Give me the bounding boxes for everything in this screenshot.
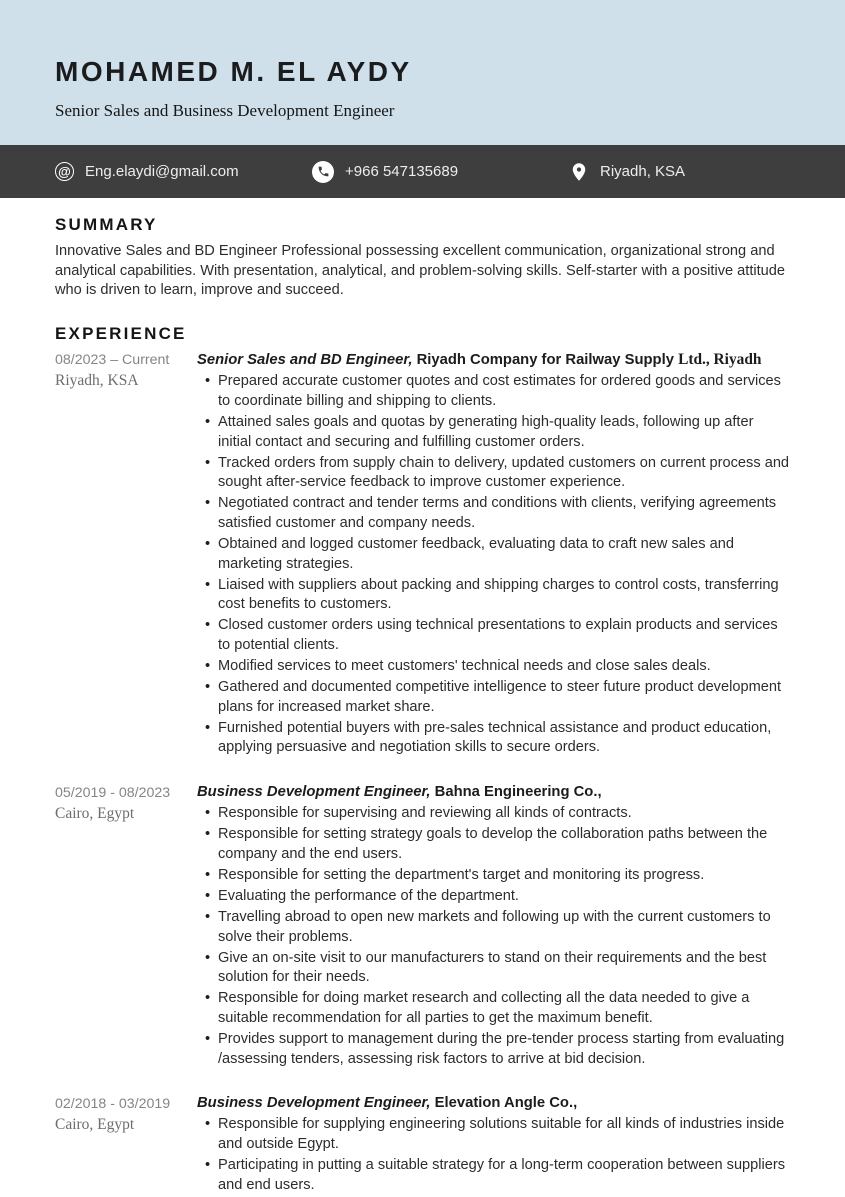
entry-role: Business Development Engineer, xyxy=(197,1094,431,1111)
bullet-item: • Participating in putting a suitable strategy for a long-term cooperation between suppliers and end users. xyxy=(218,1156,790,1195)
experience-entry xyxy=(55,783,790,1071)
entry-location: Riyadh, KSA xyxy=(55,371,139,389)
entry-dates: 05/2019 - 08/2023 xyxy=(55,784,171,801)
bullet-item: • Responsible for setting the department's target and monitoring its progress. xyxy=(218,866,790,886)
entry-bullet-list xyxy=(197,804,790,1069)
bullet-item: • Negotiated contract and tender terms and conditions with clients, verifying agreements satisfied customer and company needs. xyxy=(218,494,790,533)
entry-body xyxy=(197,350,790,760)
entry-title-line xyxy=(197,350,790,371)
bullet-item: • Attained sales goals and quotas by generating high-quality leads, following up after initial contact and securing and fulfilling customer orders. xyxy=(218,413,790,452)
experience-section xyxy=(55,324,790,1197)
summary-heading: SUMMARY xyxy=(55,215,158,234)
entry-meta xyxy=(55,350,197,760)
bullet-item: • Travelling abroad to open new markets and following up with the current customers to solve their problems. xyxy=(218,908,790,947)
entry-meta xyxy=(55,1094,197,1197)
phone-icon xyxy=(312,161,334,183)
bullet-item: • Provides support to management during the pre-tender process starting from evaluating /assessing tenders, assessing risk factors to arrive at bid decision. xyxy=(218,1030,790,1069)
person-job-title: Senior Sales and Business Development Engineer xyxy=(55,101,395,121)
summary-section xyxy=(55,215,790,301)
entry-location: Cairo, Egypt xyxy=(55,804,135,822)
contact-bar xyxy=(0,145,845,198)
bullet-item: • Liaised with suppliers about packing and shipping charges to control costs, transferring cost benefits to customers. xyxy=(218,576,790,615)
experience-heading: EXPERIENCE xyxy=(55,323,187,343)
experience-entry xyxy=(55,1094,790,1197)
resume-header xyxy=(0,0,845,145)
entry-bullet-list xyxy=(197,1115,790,1195)
contact-email xyxy=(55,162,312,181)
bullet-item: • Evaluating the performance of the department. xyxy=(218,887,790,907)
bullet-item: • Prepared accurate customer quotes and cost estimates for ordered goods and services to coordinate billing and shipping to clients. xyxy=(218,372,790,411)
bullet-item: • Closed customer orders using technical presentations to explain products and services to potential clients. xyxy=(218,616,790,655)
email-text: Eng.elaydi@gmail.com xyxy=(85,163,239,180)
bullet-item: • Furnished potential buyers with pre-sales technical assistance and product education, applying persuasive and negotiation skills to secure orders. xyxy=(218,719,790,758)
summary-text: Innovative Sales and BD Engineer Professional possessing excellent communication, organizational strong and analytical capabilities. With presentation, analytical, and problem-solving skills. Self-starter with a positive attitude who is driven to learn, improve and succeed. xyxy=(55,243,786,299)
entry-body xyxy=(197,783,790,1071)
bullet-item: • Responsible for setting strategy goals to develop the collaboration paths between the company and the end users. xyxy=(218,825,790,864)
bullet-item: • Responsible for supervising and reviewing all kinds of contracts. xyxy=(218,804,790,824)
bullet-item: • Tracked orders from supply chain to delivery, updated customers on current process and sought after-service feedback to improve customer experience. xyxy=(218,454,790,493)
location-text: Riyadh, KSA xyxy=(600,163,686,180)
entry-location: Cairo, Egypt xyxy=(55,1115,135,1133)
entry-company: Riyadh Company for Railway Supply xyxy=(416,351,674,368)
entry-dates: 02/2018 - 03/2019 xyxy=(55,1095,171,1112)
experience-entry xyxy=(55,350,790,760)
bullet-item: • Gathered and documented competitive intelligence to steer future product development plans for increased market share. xyxy=(218,678,790,717)
entry-title-line xyxy=(197,783,790,803)
entry-company: Bahna Engineering Co., xyxy=(434,783,602,800)
contact-phone xyxy=(312,161,569,183)
bullet-item: • Modified services to meet customers' technical needs and close sales deals. xyxy=(218,657,790,677)
at-icon: @ xyxy=(55,162,74,181)
entry-role: Senior Sales and BD Engineer, xyxy=(197,351,413,368)
entry-dates: 08/2023 – Current xyxy=(55,351,170,368)
bullet-item: • Obtained and logged customer feedback, evaluating data to craft new sales and marketing strategies. xyxy=(218,535,790,574)
entry-role: Business Development Engineer, xyxy=(197,783,431,800)
bullet-item: • Responsible for doing market research and collecting all the data needed to give a suitable recommendation for all parties to get the maximum benefit. xyxy=(218,989,790,1028)
entry-title-line xyxy=(197,1094,790,1114)
entry-company-suffix: Ltd., Riyadh xyxy=(678,350,762,368)
bullet-item: • Responsible for supplying engineering solutions suitable for all kinds of industries inside and outside Egypt. xyxy=(218,1115,790,1154)
contact-location xyxy=(569,161,685,183)
bullet-item: • Give an on-site visit to our manufacturers to stand on their requirements and the best solution for their needs. xyxy=(218,949,790,988)
map-pin-icon xyxy=(569,161,589,183)
entry-company: Elevation Angle Co., xyxy=(434,1094,578,1111)
phone-text: +966 547135689 xyxy=(345,163,459,180)
entry-bullet-list xyxy=(197,372,790,758)
person-name: MOHAMED M. EL AYDY xyxy=(55,56,412,87)
entry-meta xyxy=(55,783,197,1071)
entry-body xyxy=(197,1094,790,1197)
content-area xyxy=(0,198,845,1197)
experience-entries xyxy=(55,350,790,1197)
